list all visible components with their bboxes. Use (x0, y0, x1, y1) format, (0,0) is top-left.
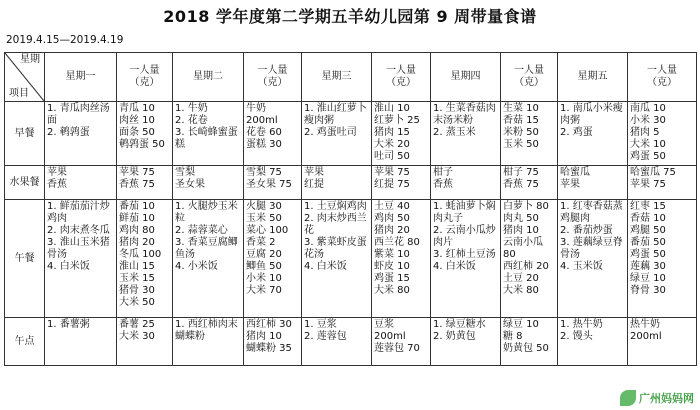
amount-cell: 红枣 15 香菇 10 鸡腿 50 番茄 50 鸡蛋 50 莲藕 30 绿豆 10 脊骨 30 (628, 200, 697, 318)
amount-cell: 雪梨 75 圣女果 75 (244, 166, 302, 200)
meal-label: 午餐 (5, 200, 45, 318)
dish-cell: 1. 青瓜肉丝汤面 2. 鹌鹑蛋 (45, 102, 117, 166)
menu-table (4, 52, 697, 366)
amount-cell: 火腿 30 玉米 50 菜心 100 香菜 2 豆腐 20 鲫鱼 50 小米 10 大米 70 (244, 200, 302, 318)
amount-cell: 番薯 25 大米 30 (117, 318, 173, 366)
amount-cell: 西红柿 30 猪肉 10 蝴蝶粉 35 (244, 318, 302, 366)
dish-cell: 1. 西红柿肉末蝴蝶粉 (173, 318, 244, 366)
header-friday: 星期五 (558, 53, 628, 102)
dish-cell: 柑子 香蕉 (431, 166, 501, 200)
row-fruit (5, 166, 697, 200)
amount-cell: 柑子 75 香蕉 75 (501, 166, 558, 200)
amount-cell: 南瓜 10 小米 30 猪肉 5 大米 10 鸡蛋 50 (628, 102, 697, 166)
header-amount: 一人量 （克） (372, 53, 431, 102)
amount-cell: 土豆 40 鸡肉 50 猪肉 20 西兰花 80 紫菜 10 虾皮 10 鸡蛋 15 大米 80 (372, 200, 431, 318)
meal-label: 午点 (5, 318, 45, 366)
watermark-logo (620, 390, 694, 406)
row-breakfast (5, 102, 697, 166)
header-amount: 一人量 （克） (244, 53, 302, 102)
dish-cell: 1. 鲜茄茄汁炒鸡肉 2. 肉末煮冬瓜 3. 淮山玉米猪骨汤 4. 白米饭 (45, 200, 117, 318)
amount-cell: 青瓜 10 肉丝 10 面条 50 鹌鹑蛋 50 (117, 102, 173, 166)
amount-cell: 豆浆 200ml 莲蓉包 70 (372, 318, 431, 366)
corner-cell (5, 53, 45, 102)
corner-item-label: 项目 (9, 88, 29, 99)
header-tuesday: 星期二 (173, 53, 244, 102)
dish-cell: 1. 蚝油萝卜焖肉丸子 2. 云南小瓜炒肉片 3. 红柿土豆汤 4. 白米饭 (431, 200, 501, 318)
amount-cell: 苹果 75 香蕉 75 (117, 166, 173, 200)
amount-cell: 番茄 10 鲜茄 10 鸡肉 80 猪肉 20 冬瓜 100 淮山 15 玉米 15 猪骨 30 大米 50 (117, 200, 173, 318)
header-row (5, 53, 697, 102)
header-amount: 一人量 （克） (501, 53, 558, 102)
header-amount: 一人量 （克） (628, 53, 697, 102)
dish-cell: 1. 热牛奶 2. 馒头 (558, 318, 628, 366)
row-lunch (5, 200, 697, 318)
header-amount: 一人量 （克） (117, 53, 173, 102)
dish-cell: 1. 豆浆 2. 莲蓉包 (302, 318, 372, 366)
header-thursday: 星期四 (431, 53, 501, 102)
dish-cell: 1. 火腿炒玉米粒 2. 蒜蓉菜心 3. 香菜豆腐鲫鱼汤 4. 小米饭 (173, 200, 244, 318)
dish-cell: 1. 土豆焖鸡肉 2. 肉末炒西兰花 3. 紫菜虾皮蛋花汤 4. 白米饭 (302, 200, 372, 318)
page-title: 2018 学年度第二学期五羊幼儿园第 9 周带量食谱 (163, 7, 537, 26)
meal-label: 早餐 (5, 102, 45, 166)
meal-label: 水果餐 (5, 166, 45, 200)
dish-cell: 1. 红枣香菇蒸鸡腿肉 2. 番茄炒蛋 3. 莲藕绿豆脊骨汤 4. 玉米饭 (558, 200, 628, 318)
amount-cell: 生菜 10 香菇 15 米粉 50 玉米 50 (501, 102, 558, 166)
dish-cell: 1. 番薯粥 (45, 318, 117, 366)
row-afternoon-snack (5, 318, 697, 366)
amount-cell: 白萝卜 80 肉丸 50 猪肉 10 云南小瓜 80 西红柿 20 土豆 20 大米 80 (501, 200, 558, 318)
dish-cell: 哈蜜瓜 苹果 (558, 166, 628, 200)
dish-cell: 苹果 红提 (302, 166, 372, 200)
amount-cell: 哈蜜瓜 75 苹果 75 (628, 166, 697, 200)
amount-cell: 绿豆 10 糖 8 奶黄包 50 (501, 318, 558, 366)
watermark-text: 广州妈妈网 (639, 392, 694, 405)
dish-cell: 1. 淮山红萝卜瘦肉粥 2. 鸡蛋吐司 (302, 102, 372, 166)
header-monday: 星期一 (45, 53, 117, 102)
dish-cell: 1. 南瓜小米瘦肉粥 2. 鸡蛋 (558, 102, 628, 166)
amount-cell: 淮山 10 红萝卜 25 猪肉 15 大米 20 吐司 50 (372, 102, 431, 166)
amount-cell: 热牛奶 200ml (628, 318, 697, 366)
leaf-icon (620, 390, 636, 406)
dish-cell: 苹果 香蕉 (45, 166, 117, 200)
header-wednesday: 星期三 (302, 53, 372, 102)
amount-cell: 苹果 75 红提 75 (372, 166, 431, 200)
dish-cell: 1. 生菜香菇肉末汤米粉 2. 蒸玉米 (431, 102, 501, 166)
dish-cell: 雪梨 圣女果 (173, 166, 244, 200)
amount-cell: 牛奶 200ml 花卷 60 蛋糕 30 (244, 102, 302, 166)
corner-weekday-label: 星期 (20, 54, 40, 65)
dish-cell: 1. 牛奶 2. 花卷 3. 长崎蜂蜜蛋糕 (173, 102, 244, 166)
date-range: 2019.4.15—2019.4.19 (6, 34, 124, 46)
dish-cell: 1. 绿豆糖水 2. 奶黄包 (431, 318, 501, 366)
